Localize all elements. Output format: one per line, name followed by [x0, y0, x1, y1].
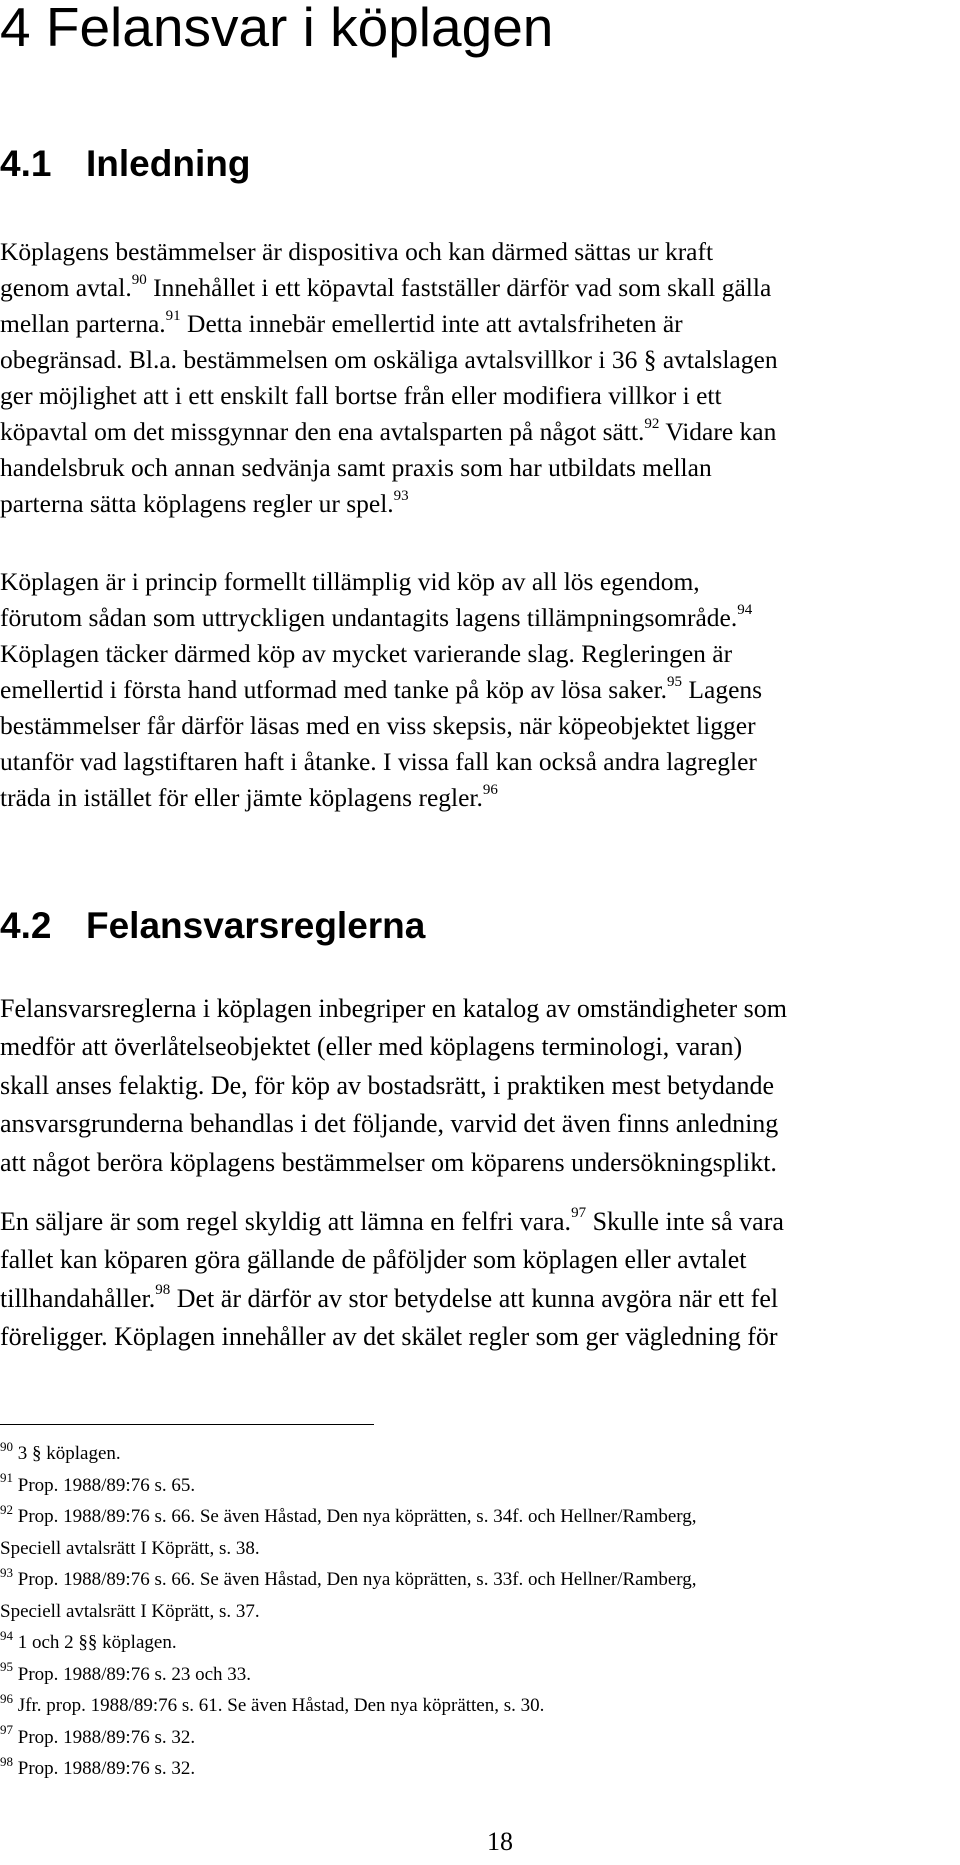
text-run: utanför vad lagstiftaren haft i åtanke. I vissa fall kan också andra lagregler: [0, 747, 757, 776]
text-line: [0, 1241, 958, 1279]
footnote-line: [0, 1722, 958, 1754]
text-run: förutom sådan som uttryckligen undantagits lagens tillämpningsområde.: [0, 603, 738, 632]
text-run: Innehållet i ett köpavtal fastställer därför vad som skall gälla: [146, 273, 772, 302]
footnote-ref: 95: [0, 1659, 13, 1675]
text-run: medför att överlåtelseobjektet (eller med köplagens terminologi, varan): [0, 1032, 743, 1062]
footnote-ref: 97: [0, 1722, 13, 1738]
footnote-ref: 94: [0, 1627, 13, 1643]
text-run: köpavtal om det missgynnar den ena avtalsparten på något sätt.: [0, 417, 645, 446]
text-run: En säljare är som regel skyldig att lämna en felfri vara.: [0, 1207, 572, 1236]
text-run: Prop. 1988/89:76 s. 66. Se även Håstad, Den nya köprätten, s. 33f. och Hellner/Ramberg,: [13, 1569, 697, 1590]
page-number: 18: [487, 1827, 513, 1856]
section-number: 4.2: [0, 905, 52, 946]
footnote-line: [0, 1690, 958, 1722]
footnote-ref: 95: [667, 673, 683, 690]
text-line: [0, 600, 958, 636]
text-run: Jfr. prop. 1988/89:76 s. 61. Se även Håstad, Den nya köprätten, s. 30.: [13, 1695, 545, 1716]
footnote-line: [0, 1596, 958, 1628]
text-run: Speciell avtalsrätt I Köprätt, s. 37.: [0, 1600, 260, 1622]
text-run: tillhandahåller.: [0, 1283, 156, 1313]
footnote-ref: 98: [0, 1753, 13, 1769]
text-line: [0, 990, 958, 1028]
section-heading-felansvarsreglerna: [0, 904, 425, 948]
section-number: 4.1: [0, 143, 52, 184]
text-run: Prop. 1988/89:76 s. 65.: [13, 1474, 196, 1496]
text-run: Köplagens bestämmelser är dispositiva och kan därmed sättas ur kraft: [0, 237, 714, 266]
text-run: skall anses felaktig. De, för köp av bostadsrätt, i praktiken mest betydande: [0, 1070, 775, 1100]
footnote-separator: [0, 1424, 374, 1425]
footnotes: [0, 1438, 958, 1785]
footnote-ref: 97: [571, 1205, 587, 1222]
text-run: Detta innebär emellertid inte att avtalsfriheten är: [180, 309, 683, 338]
text-run: obegränsad. Bl.a. bestämmelsen om oskäliga avtalsvillkor i 36 § avtalslagen: [0, 345, 778, 374]
text-line: [0, 1105, 958, 1143]
footnote-ref: 91: [0, 1470, 13, 1486]
text-line: [0, 780, 958, 816]
footnote-ref: 91: [165, 307, 181, 324]
text-line: [0, 1318, 958, 1356]
footnote-ref: 93: [393, 487, 409, 504]
text-run: att något beröra köplagens bestämmelser om köparens undersökningsplikt.: [0, 1147, 777, 1177]
footnote-line: [0, 1659, 958, 1691]
paragraph: [0, 990, 958, 1182]
footnote-ref: 98: [155, 1282, 171, 1299]
footnote-line: [0, 1753, 958, 1785]
text-run: 3 § köplagen.: [13, 1443, 121, 1464]
text-line: [0, 378, 958, 414]
footnote-line: [0, 1501, 958, 1533]
text-run: Felansvarsreglerna i köplagen inbegriper en katalog av omständigheter som: [0, 994, 787, 1023]
footnote-ref: 92: [644, 415, 660, 432]
text-line: [0, 306, 958, 342]
text-run: Prop. 1988/89:76 s. 66. Se även Håstad, Den nya köprätten, s. 34f. och Hellner/Ramberg,: [13, 1506, 697, 1527]
text-line: [0, 564, 958, 600]
text-run: ger möjlighet att i ett enskilt fall bortse från eller modifiera villkor i ett: [0, 381, 722, 410]
text-run: Prop. 1988/89:76 s. 32.: [13, 1726, 196, 1748]
footnote-ref: 93: [0, 1564, 13, 1580]
text-line: [0, 270, 958, 306]
paragraph: [0, 564, 958, 816]
text-run: bestämmelser får därför läsas med en viss skepsis, när köpeobjektet ligger: [0, 711, 756, 740]
text-run: handelsbruk och annan sedvänja samt praxis som har utbildats mellan: [0, 453, 712, 482]
text-line: [0, 1203, 958, 1241]
text-run: Köplagen är i princip formellt tillämplig vid köp av all lös egendom,: [0, 567, 700, 596]
text-run: fallet kan köparen göra gällande de påföljder som köplagen eller avtalet: [0, 1245, 747, 1275]
section-title: Inledning: [86, 143, 251, 184]
footnote-ref: 96: [482, 781, 498, 798]
text-line: [0, 672, 958, 708]
text-line: [0, 636, 958, 672]
footnote-ref: 90: [131, 271, 147, 288]
text-run: emellertid i första hand utformad med tanke på köp av lösa saker.: [0, 675, 668, 704]
paragraph: [0, 1203, 958, 1357]
text-line: [0, 1144, 958, 1182]
footnote-line: [0, 1470, 958, 1502]
text-run: Det är därför av stor betydelse att kunna avgöra när ett fel: [170, 1283, 779, 1313]
text-line: [0, 450, 958, 486]
text-line: [0, 1028, 958, 1066]
paragraph: [0, 234, 958, 522]
footnote-line: [0, 1533, 958, 1565]
section-heading-inledning: [0, 142, 250, 186]
text-run: ansvarsgrunderna behandlas i det följande, varvid det även finns anledning: [0, 1109, 779, 1139]
text-run: parterna sätta köplagens regler ur spel.: [0, 489, 394, 518]
text-run: Skulle inte så vara: [586, 1207, 784, 1236]
text-line: [0, 1067, 958, 1105]
text-run: Lagens: [682, 675, 763, 704]
text-run: träda in istället för eller jämte köplagens regler.: [0, 783, 483, 812]
footnote-ref: 94: [737, 601, 753, 618]
text-line: [0, 1280, 958, 1318]
footnote-line: [0, 1438, 958, 1470]
footnote-line: [0, 1564, 958, 1596]
text-run: Köplagen täcker därmed köp av mycket varierande slag. Regleringen är: [0, 639, 733, 668]
footnote-ref: 96: [0, 1690, 13, 1706]
text-run: Speciell avtalsrätt I Köprätt, s. 38.: [0, 1537, 260, 1559]
text-run: Prop. 1988/89:76 s. 32.: [13, 1758, 196, 1779]
text-run: genom avtal.: [0, 273, 132, 302]
text-run: föreligger. Köplagen innehåller av det skälet regler som ger vägledning för: [0, 1322, 778, 1352]
text-line: [0, 486, 958, 522]
text-line: [0, 342, 958, 378]
text-line: [0, 234, 958, 270]
text-line: [0, 708, 958, 744]
footnote-ref: 92: [0, 1501, 13, 1517]
text-run: mellan parterna.: [0, 309, 166, 338]
text-line: [0, 744, 958, 780]
text-run: Prop. 1988/89:76 s. 23 och 33.: [13, 1663, 252, 1685]
footnote-ref: 90: [0, 1438, 13, 1454]
section-title: Felansvarsreglerna: [86, 905, 426, 946]
footnote-line: [0, 1627, 958, 1659]
text-line: [0, 414, 958, 450]
text-run: 1 och 2 §§ köplagen.: [13, 1632, 177, 1653]
text-run: Vidare kan: [659, 417, 777, 446]
chapter-title: 4 Felansvar i köplagen: [0, 0, 554, 58]
